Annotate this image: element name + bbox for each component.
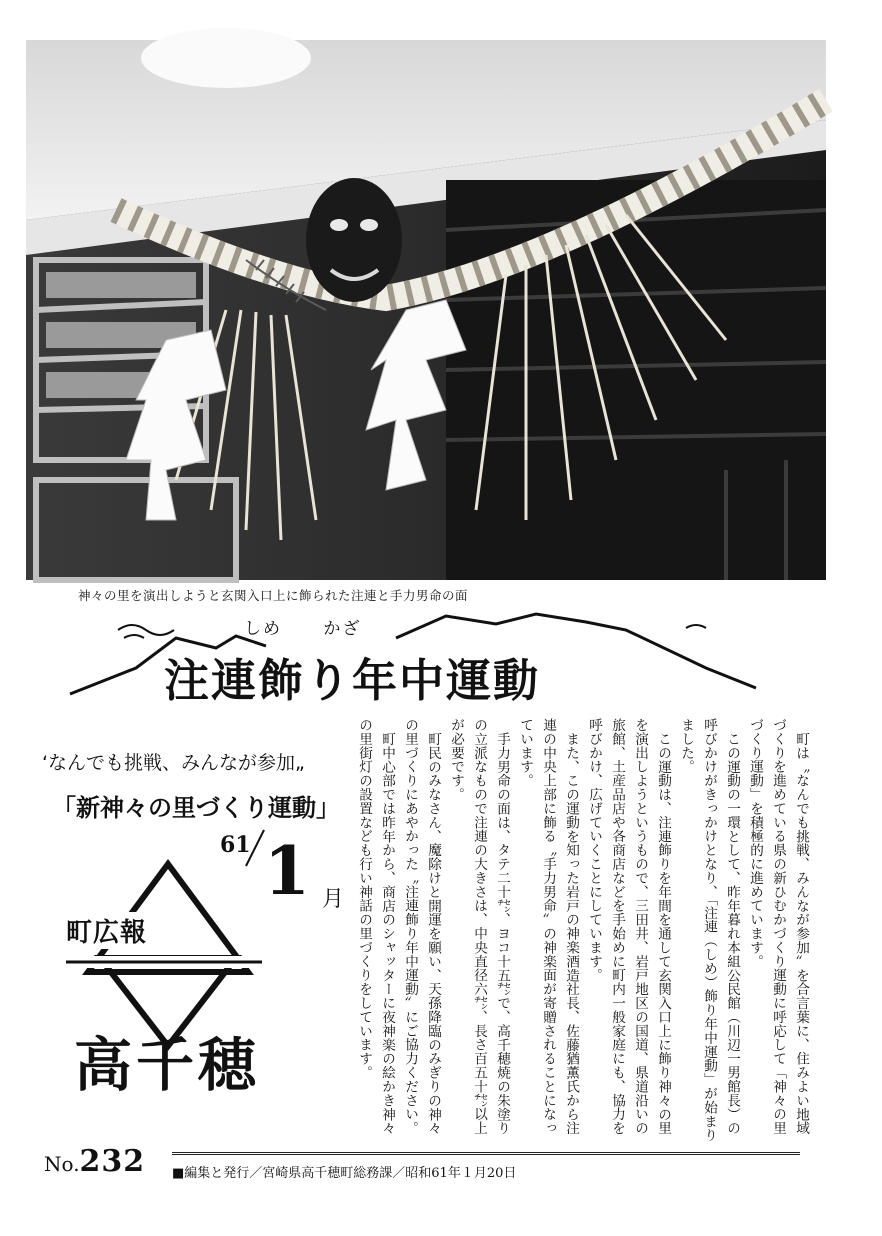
article-paragraph: この運動の一環として、昨年暮れ本組公民館（川辺一男館長）の呼びかけがきっかけとなり、「注連（しめ）飾り年中運動」が始まりました。: [678, 718, 740, 1143]
article-paragraph: 町は〝なんでも挑戦、みんなが参加〟を合言葉に、住みよい地域づくりを進めている県の新ひむかづくり運動に呼応して「神々の里づくり運動」を積極的に進めています。: [747, 718, 809, 1135]
campaign-title: 「新神々の里づくり運動」: [52, 794, 340, 822]
issue-month-unit: 月: [322, 887, 345, 912]
issue-number: [44, 1144, 145, 1179]
logo-title: 高千穂: [74, 1031, 261, 1099]
photo-caption: 神々の里を演出しようと玄関入口上に飾られた注連と手力男命の面: [78, 588, 469, 603]
publisher-line: ■編集と発行／宮崎県高千穂町総務課／昭和61年１月20日: [172, 1166, 517, 1181]
ruby-kaza: かざ: [323, 619, 362, 639]
slogan-text: ‘なんでも挑戦、みんなが参加„: [42, 752, 305, 774]
newsletter-logo: [58, 860, 298, 1100]
page-title: 注連飾り年中運動: [164, 654, 541, 707]
title-ruby: [244, 614, 361, 639]
logo-subtitle: 町広報: [66, 912, 147, 949]
issue-no-label: No.: [44, 1152, 80, 1176]
ruby-shime: しめ: [244, 619, 282, 639]
shimenawa-photo-illustration: [26, 40, 826, 580]
headline-block: [66, 608, 756, 708]
article-paragraph: また、この運動を知った岩戸の神楽酒造社長、佐藤猶薫氏から注連の中央上部に飾る〝手力男命〟の神楽面が寄贈されることになっています。: [517, 718, 579, 1135]
issue-no-value: 232: [79, 1144, 146, 1179]
footer-rule: [172, 1152, 800, 1155]
cover-photo: [26, 40, 826, 580]
article-paragraph: この運動は、注連飾りを年間を通して玄関入口上に飾り神々の里を演出しようというもので、三田井、岩戸地区の国道、県道沿いの旅館、土産品店や各商店などを手始めに町内一般家庭にも、協力を呼びかけ、広げていくことにしています。: [586, 718, 671, 1135]
issue-year: 61: [220, 832, 251, 858]
article-body: [356, 718, 812, 1146]
issue-month: 1: [264, 832, 310, 910]
article-paragraph: 手力男命の面は、タテ二十㌢、ヨコ十五㌢で、高千穂焼の朱塗りの立派なもので注連の大きさは、中央直径六㌢、長さ百五十㌢以上が必要です。: [448, 718, 510, 1135]
article-paragraph: 町民のみなさん、魔除けと開運を願い、天孫降臨のみぎりの神々の里づくりにあやかった〝注連飾り年中運動〟にご協力ください。: [402, 718, 441, 1135]
article-paragraph: 町中心部では昨年から、商店のシャッターに夜神楽の絵かき神々の里街灯の設置なども行い神話の里づくりをしています。: [356, 718, 395, 1135]
